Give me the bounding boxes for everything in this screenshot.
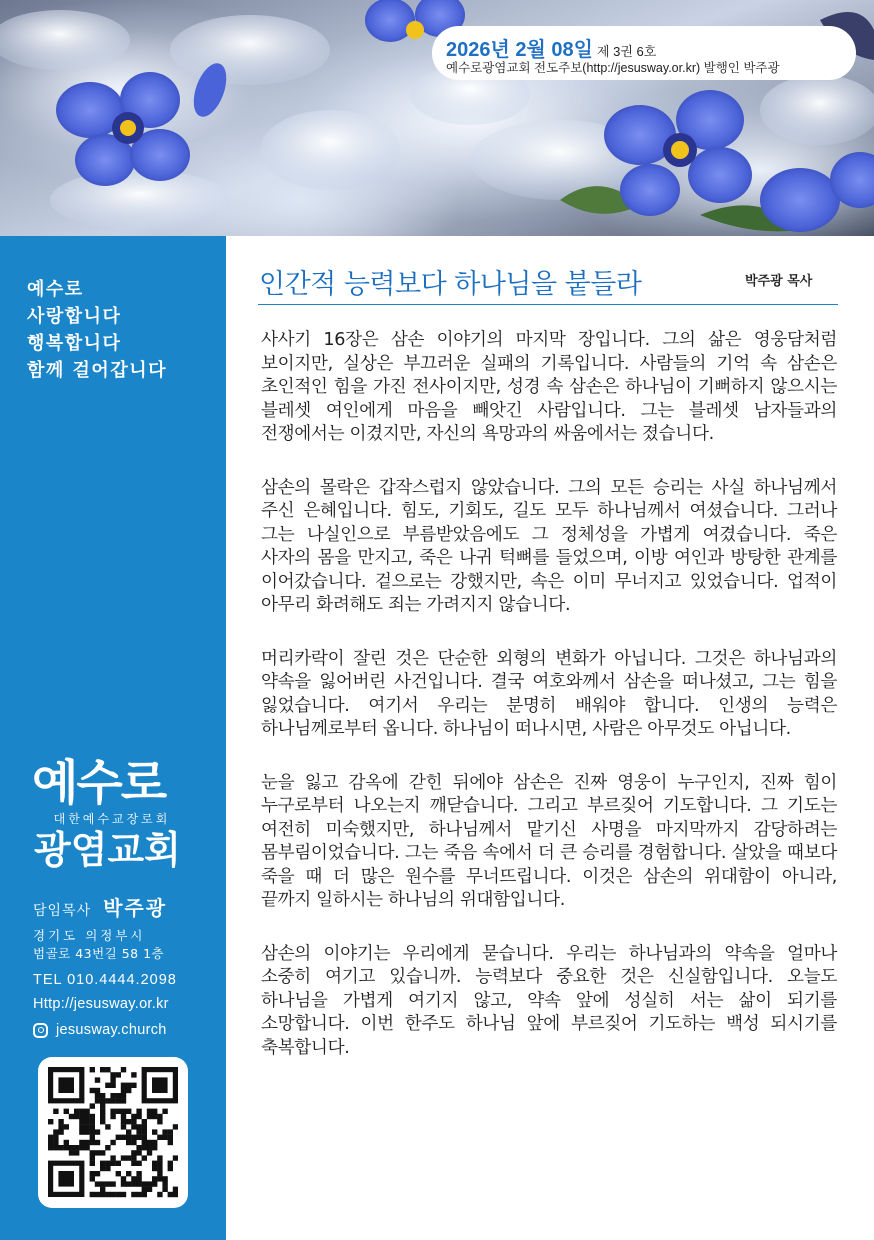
pastor-name: 박주광 [103, 896, 168, 920]
slogan-line: 사랑합니다 [27, 306, 122, 327]
article-paragraph: 머리카락이 잘린 것은 단순한 외형의 변화가 아닙니다. 그것은 하나님과의 약속을 잃어버린 사건입니다. 결국 여호와께서 삼손을 떠나셨고, 그는 힘을 잃었습니다. 여기서 우리는 분명히 배워야 합니다. 인생의 능력은 하나님께로부터 옵니다. 하나님이 떠나시면, 사람은 아무것도 아닙니다. [261, 648, 837, 739]
slogan-line: 행복합니다 [27, 333, 122, 354]
article-author: 박주광 목사 [745, 274, 813, 289]
flower-far-right [760, 152, 874, 232]
pastor-info [33, 892, 167, 921]
article-body [261, 329, 837, 1090]
issue-number: 제 3권 6호 [596, 44, 657, 59]
instagram-link[interactable] [33, 1020, 167, 1040]
issue-date: 2026년 2월 08일 [446, 39, 593, 61]
article-paragraph: 눈을 잃고 감옥에 갇힌 뒤에야 삼손은 진짜 영웅이 누구인지, 진짜 힘이 누구로부터 나오는지 깨닫습니다. 그리고 부르짖어 기도합니다. 그 기도는 여전히 미숙했지만, 하나님께서 맡기신 사명을 마지막까지 감당하려는 몸부림이었습니다. 그는 죽음 속에서 더 큰 승리를 경험합니다. 살았을 때보다 죽을 때 더 많은 원수를 무너뜨립니다. 이것은 삼손의 위대함이 아니라, 끝까지 일하시는 하나님의 위대함입니다. [261, 772, 837, 910]
church-denomination: 대한예수교장로회 [53, 812, 171, 826]
article-paragraph: 사사기 16장은 삼손 이야기의 마지막 장입니다. 그의 삶은 영웅담처럼 보이지만, 실상은 부끄러운 실패의 기록입니다. 사람들의 기억 속 삼손은 초인적인 힘을 가진 전사이지만, 성경 속 삼손은 하나님이 기뻐하지 않으시는 블레셋 여인에게 마음을 빼앗긴 사람입니다. 그는 블레셋 남자들과의 전쟁에서는 이겼지만, 자신의 욕망과의 싸움에서는 졌습니다. [261, 330, 837, 444]
phone-number: TEL 010.4444.2098 [33, 972, 177, 988]
sidebar [0, 236, 226, 1240]
website-link[interactable]: Http://jesusway.or.kr [33, 996, 169, 1012]
instagram-icon [33, 1023, 48, 1038]
pastor-label: 담임목사 [33, 903, 92, 919]
article-title: 인간적 능력보다 하나님을 붙들라 [259, 269, 642, 300]
flower-right [604, 90, 752, 216]
slogan-line: 함께 걸어갑니다 [27, 360, 167, 381]
title-divider [258, 304, 838, 305]
qr-code[interactable] [38, 1057, 188, 1208]
slogan [27, 276, 167, 384]
church-logo-line2: 광염교회 [34, 828, 181, 872]
article-paragraph: 삼손의 몰락은 갑작스럽지 않았습니다. 그의 모든 승리는 사실 하나님께서 주신 은혜입니다. 힘도, 기회도, 길도 모두 하나님께서 여셨습니다. 그러나 그는 나실인으로 부름받았음에도 그 정체성을 가볍게 여겼습니다. 죽은 사자의 몸을 만지고, 죽은 나귀 턱뼈를 들었으며, 이방 여인과 방탕한 관계를 이어갔습니다. 겉으로는 강했지만, 속은 이미 무너지고 있었습니다. 업적이 아무리 화려해도 죄는 가려지지 않습니다. [261, 477, 837, 615]
address-line2: 범골로 43번길 58 1층 [33, 946, 165, 961]
publisher-line: 예수로광염교회 전도주보(http://jesusway.or.kr) 발행인 박주광 [446, 61, 780, 75]
qr-code-icon [48, 1067, 178, 1198]
instagram-handle: jesusway.church [56, 1022, 167, 1038]
article-paragraph: 삼손의 이야기는 우리에게 묻습니다. 우리는 하나님과의 약속을 얼마나 소중히 여기고 있습니까. 능력보다 중요한 것은 신실함입니다. 오늘도 하나님을 가볍게 여기지 않고, 약속 앞에 성실히 서는 삶이 되기를 소망합니다. 이번 한주도 하나님 앞에 부르짖어 기도하는 백성 되시기를 축복합니다. [261, 943, 837, 1058]
header-banner [0, 0, 874, 236]
flower-left [56, 72, 190, 186]
church-logo-line1: 예수로 [32, 755, 166, 811]
address-line1: 경기도 의정부시 [33, 928, 146, 943]
slogan-line: 예수로 [27, 279, 84, 300]
